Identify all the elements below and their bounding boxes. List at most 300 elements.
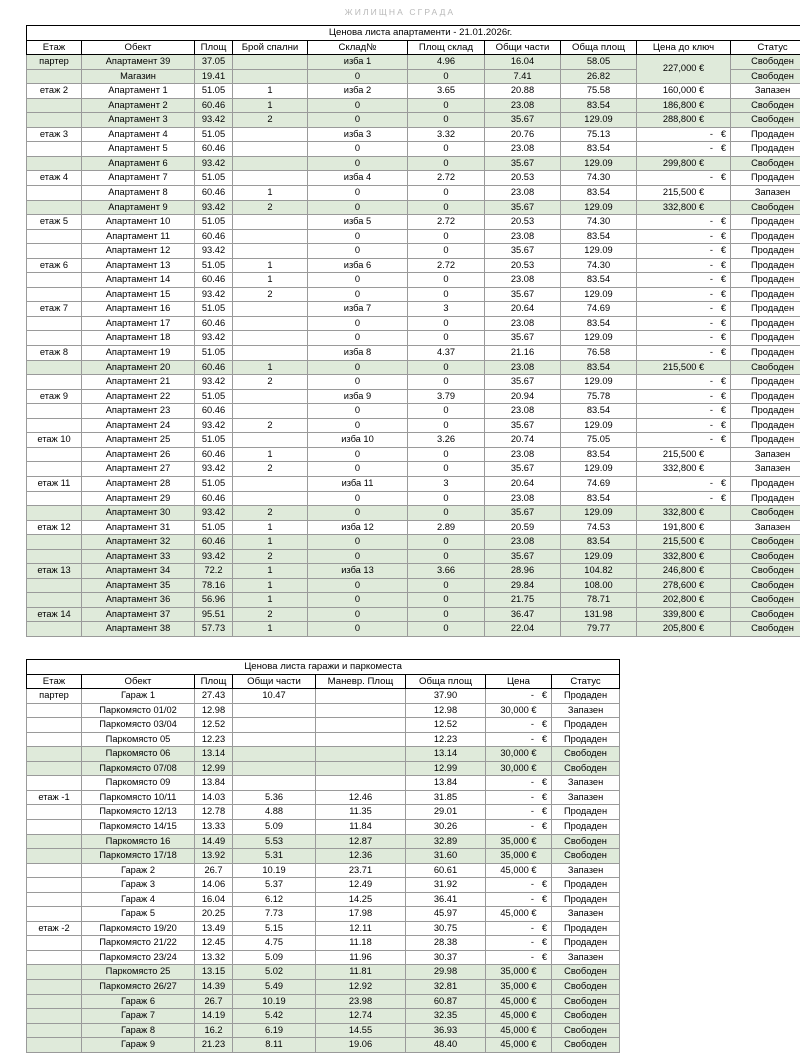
cell-storage-area: 0 (408, 578, 485, 593)
table-row[interactable] (27, 718, 620, 733)
cell-object: Апартамент 5 (82, 142, 195, 157)
table-row[interactable] (27, 229, 800, 244)
table-row[interactable] (27, 127, 800, 142)
table-row[interactable] (27, 462, 800, 477)
cell-object: Апартамент 29 (82, 491, 195, 506)
apartments-table-wrapper (0, 25, 800, 637)
cell-floor (27, 491, 82, 506)
column-header-floor[interactable]: Етаж (27, 40, 82, 55)
cell-common-parts: 8.11 (233, 1038, 316, 1053)
cell-area: 37.05 (195, 55, 233, 70)
garages-table-wrapper (0, 637, 800, 1053)
cell-common-parts: 20.64 (485, 302, 561, 317)
table-row[interactable] (27, 404, 800, 419)
cell-price: 186,800 € (637, 98, 731, 113)
cell-status: Свободен (731, 55, 800, 70)
cell-status: Свободен (731, 607, 800, 622)
cell-total-area: 129.09 (561, 156, 637, 171)
cell-storage-no: изба 6 (308, 258, 408, 273)
cell-area: 95.51 (195, 607, 233, 622)
cell-maneuver-area (316, 703, 406, 718)
cell-floor (27, 732, 82, 747)
cell-bedrooms (233, 389, 308, 404)
table-row[interactable] (27, 186, 800, 201)
cell-common-parts: 20.53 (485, 215, 561, 230)
cell-area: 93.42 (195, 375, 233, 390)
cell-floor (27, 747, 82, 762)
cell-floor (27, 1009, 82, 1024)
cell-area: 51.05 (195, 476, 233, 491)
cell-bedrooms: 1 (233, 564, 308, 579)
table-row[interactable] (27, 476, 800, 491)
table-row[interactable] (27, 819, 620, 834)
cell-price: - € (486, 936, 552, 951)
table-row[interactable] (27, 622, 800, 637)
cell-storage-area: 0 (408, 375, 485, 390)
cell-price: 45,000 € (486, 1038, 552, 1053)
garages-caption-row (27, 659, 620, 674)
cell-storage-area: 0 (408, 244, 485, 259)
table-row[interactable] (27, 389, 800, 404)
cell-storage-no: 0 (308, 418, 408, 433)
cell-price: 35,000 € (486, 849, 552, 864)
table-row[interactable] (27, 375, 800, 390)
apartments-table (26, 25, 800, 637)
apartments-caption: Ценова листа апартаменти - 21.01.2026г. (27, 26, 800, 41)
column-header-object[interactable]: Обект (82, 40, 195, 55)
cell-price: 227,000 € (637, 55, 731, 84)
table-row[interactable] (27, 593, 800, 608)
cell-floor (27, 418, 82, 433)
cell-area: 93.42 (195, 113, 233, 128)
cell-object: Апартамент 38 (82, 622, 195, 637)
cell-area: 60.46 (195, 142, 233, 157)
column-header-storage-no[interactable]: Склад№ (308, 40, 408, 55)
table-row[interactable] (27, 936, 620, 951)
cell-storage-no: изба 2 (308, 84, 408, 99)
cell-status: Запазен (552, 950, 620, 965)
garages-caption: Ценова листа гаражи и паркоместа (27, 659, 620, 674)
table-row[interactable] (27, 747, 620, 762)
cell-total-area: 31.92 (406, 878, 486, 893)
table-row[interactable] (27, 790, 620, 805)
cell-storage-no: 0 (308, 462, 408, 477)
table-row[interactable] (27, 84, 800, 99)
cell-total-area: 75.78 (561, 389, 637, 404)
column-header-maneuver-area[interactable]: Маневр. Площ (316, 674, 406, 689)
cell-floor (27, 834, 82, 849)
table-row[interactable] (27, 113, 800, 128)
cell-object: Апартамент 24 (82, 418, 195, 433)
cell-price: 30,000 € (486, 747, 552, 762)
cell-maneuver-area (316, 718, 406, 733)
cell-floor (27, 549, 82, 564)
cell-area: 60.46 (195, 186, 233, 201)
cell-object: Гараж 8 (82, 1023, 195, 1038)
apartments-caption-row (27, 26, 800, 41)
cell-price: 332,800 € (637, 506, 731, 521)
cell-object: Паркомясто 25 (82, 965, 195, 980)
cell-common-parts: 20.64 (485, 476, 561, 491)
cell-object: Апартамент 14 (82, 273, 195, 288)
table-row[interactable] (27, 302, 800, 317)
cell-price: 191,800 € (637, 520, 731, 535)
cell-floor: етаж 8 (27, 346, 82, 361)
column-header-floor[interactable]: Етаж (27, 674, 82, 689)
cell-floor (27, 273, 82, 288)
cell-total-area: 13.84 (406, 776, 486, 791)
cell-maneuver-area: 19.06 (316, 1038, 406, 1053)
cell-price: - € (637, 287, 731, 302)
table-row[interactable] (27, 535, 800, 550)
cell-object: Апартамент 30 (82, 506, 195, 521)
cell-total-area: 129.09 (561, 200, 637, 215)
cell-price: 35,000 € (486, 980, 552, 995)
cell-floor (27, 316, 82, 331)
table-row[interactable] (27, 156, 800, 171)
cell-floor (27, 360, 82, 375)
table-row[interactable] (27, 549, 800, 564)
cell-common-parts: 35.67 (485, 113, 561, 128)
cell-status: Свободен (731, 535, 800, 550)
cell-maneuver-area: 11.18 (316, 936, 406, 951)
table-row[interactable] (27, 776, 620, 791)
cell-object: Гараж 3 (82, 878, 195, 893)
cell-price: - € (486, 776, 552, 791)
cell-status: Продаден (731, 273, 800, 288)
cell-price: - € (637, 476, 731, 491)
column-header-storage-area[interactable]: Площ склад (408, 40, 485, 55)
cell-storage-area: 0 (408, 506, 485, 521)
table-row[interactable] (27, 834, 620, 849)
cell-total-area: 83.54 (561, 491, 637, 506)
cell-common-parts: 23.08 (485, 360, 561, 375)
cell-total-area: 30.26 (406, 819, 486, 834)
column-header-price[interactable]: Цена до ключ (637, 40, 731, 55)
table-row[interactable] (27, 273, 800, 288)
cell-price: - € (637, 302, 731, 317)
cell-total-area: 12.52 (406, 718, 486, 733)
table-row[interactable] (27, 950, 620, 965)
cell-status: Свободен (552, 1038, 620, 1053)
table-row[interactable] (27, 346, 800, 361)
table-row[interactable] (27, 171, 800, 186)
cell-object: Апартамент 33 (82, 549, 195, 564)
table-row[interactable] (27, 980, 620, 995)
table-row[interactable] (27, 907, 620, 922)
cell-area: 93.42 (195, 462, 233, 477)
cell-floor (27, 578, 82, 593)
table-row[interactable] (27, 703, 620, 718)
cell-status: Продаден (552, 805, 620, 820)
column-header-area[interactable]: Площ (195, 40, 233, 55)
cell-status: Продаден (731, 244, 800, 259)
table-row[interactable] (27, 142, 800, 157)
cell-bedrooms (233, 229, 308, 244)
cell-maneuver-area: 11.35 (316, 805, 406, 820)
table-row[interactable] (27, 520, 800, 535)
column-header-object[interactable]: Обект (82, 674, 195, 689)
cell-floor (27, 535, 82, 550)
cell-common-parts: 23.08 (485, 142, 561, 157)
cell-bedrooms (233, 55, 308, 70)
cell-floor (27, 950, 82, 965)
cell-storage-no: изба 4 (308, 171, 408, 186)
cell-storage-area: 3.66 (408, 564, 485, 579)
cell-status: Свободен (731, 200, 800, 215)
cell-total-area: 28.38 (406, 936, 486, 951)
column-header-common-parts[interactable]: Общи части (485, 40, 561, 55)
cell-storage-area: 0 (408, 186, 485, 201)
cell-price: - € (637, 404, 731, 419)
table-row[interactable] (27, 98, 800, 113)
cell-price: 332,800 € (637, 549, 731, 564)
table-row[interactable] (27, 55, 800, 70)
cell-object: Апартамент 3 (82, 113, 195, 128)
cell-common-parts: 20.88 (485, 84, 561, 99)
cell-common-parts: 23.08 (485, 229, 561, 244)
cell-maneuver-area (316, 761, 406, 776)
cell-bedrooms: 2 (233, 607, 308, 622)
cell-common-parts: 5.49 (233, 980, 316, 995)
apartments-table-body (27, 55, 800, 637)
cell-price: 246,800 € (637, 564, 731, 579)
table-row[interactable] (27, 1009, 620, 1024)
table-row[interactable] (27, 892, 620, 907)
cell-area: 60.46 (195, 316, 233, 331)
cell-object: Паркомясто 16 (82, 834, 195, 849)
column-header-status[interactable]: Статус (731, 40, 800, 55)
cell-maneuver-area: 12.92 (316, 980, 406, 995)
table-row[interactable] (27, 863, 620, 878)
column-header-total-area[interactable]: Обща площ (406, 674, 486, 689)
table-row[interactable] (27, 418, 800, 433)
table-row[interactable] (27, 607, 800, 622)
cell-area: 20.25 (195, 907, 233, 922)
table-row[interactable] (27, 578, 800, 593)
column-header-bedrooms[interactable]: Брой спални (233, 40, 308, 55)
table-row[interactable] (27, 447, 800, 462)
table-row[interactable] (27, 761, 620, 776)
table-row[interactable] (27, 1038, 620, 1053)
cell-common-parts: 4.88 (233, 805, 316, 820)
column-header-common-parts[interactable]: Общи части (233, 674, 316, 689)
cell-price: - € (637, 258, 731, 273)
cell-floor (27, 980, 82, 995)
cell-status: Свободен (552, 834, 620, 849)
cell-floor (27, 849, 82, 864)
cell-total-area: 75.05 (561, 433, 637, 448)
cell-bedrooms: 1 (233, 84, 308, 99)
table-row[interactable] (27, 491, 800, 506)
cell-storage-no: изба 13 (308, 564, 408, 579)
table-row[interactable] (27, 244, 800, 259)
table-row[interactable] (27, 878, 620, 893)
cell-status: Продаден (552, 819, 620, 834)
cell-area: 13.14 (195, 747, 233, 762)
cell-object: Гараж 7 (82, 1009, 195, 1024)
cell-total-area: 58.05 (561, 55, 637, 70)
cell-common-parts: 10.19 (233, 994, 316, 1009)
cell-storage-no: 0 (308, 273, 408, 288)
cell-object: Апартамент 10 (82, 215, 195, 230)
cell-storage-no: 0 (308, 506, 408, 521)
table-row[interactable] (27, 994, 620, 1009)
cell-common-parts: 10.47 (233, 689, 316, 704)
cell-storage-area: 0 (408, 622, 485, 637)
cell-common-parts: 20.53 (485, 171, 561, 186)
cell-area: 19.41 (195, 69, 233, 84)
column-header-status[interactable]: Статус (552, 674, 620, 689)
cell-common-parts: 35.67 (485, 506, 561, 521)
cell-maneuver-area: 11.84 (316, 819, 406, 834)
column-header-area[interactable]: Площ (195, 674, 233, 689)
table-row[interactable] (27, 215, 800, 230)
cell-area: 56.96 (195, 593, 233, 608)
cell-storage-area: 2.72 (408, 258, 485, 273)
cell-status: Продаден (552, 732, 620, 747)
cell-object: Магазин (82, 69, 195, 84)
cell-common-parts: 36.47 (485, 607, 561, 622)
cell-total-area: 129.09 (561, 113, 637, 128)
cell-common-parts: 4.75 (233, 936, 316, 951)
cell-status: Продаден (731, 418, 800, 433)
cell-total-area: 75.58 (561, 84, 637, 99)
cell-bedrooms: 2 (233, 549, 308, 564)
cell-common-parts: 23.08 (485, 316, 561, 331)
cell-total-area: 60.61 (406, 863, 486, 878)
cell-price: - € (486, 790, 552, 805)
cell-object: Паркомясто 12/13 (82, 805, 195, 820)
cell-common-parts (233, 747, 316, 762)
cell-total-area: 83.54 (561, 229, 637, 244)
cell-common-parts: 5.36 (233, 790, 316, 805)
table-row[interactable] (27, 331, 800, 346)
cell-total-area: 74.69 (561, 302, 637, 317)
cell-price: - € (486, 805, 552, 820)
cell-storage-no: изба 7 (308, 302, 408, 317)
cell-storage-no: изба 9 (308, 389, 408, 404)
cell-common-parts: 6.12 (233, 892, 316, 907)
cell-storage-area: 0 (408, 535, 485, 550)
cell-storage-no: 0 (308, 156, 408, 171)
cell-price: 45,000 € (486, 907, 552, 922)
table-row[interactable] (27, 805, 620, 820)
table-row[interactable] (27, 360, 800, 375)
cell-storage-area: 0 (408, 316, 485, 331)
table-row[interactable] (27, 732, 620, 747)
cell-storage-no: изба 10 (308, 433, 408, 448)
column-header-total-area[interactable]: Обща площ (561, 40, 637, 55)
cell-total-area: 104.82 (561, 564, 637, 579)
cell-object: Апартамент 37 (82, 607, 195, 622)
table-row[interactable] (27, 287, 800, 302)
cell-total-area: 32.35 (406, 1009, 486, 1024)
table-row[interactable] (27, 506, 800, 521)
cell-area: 93.42 (195, 156, 233, 171)
cell-total-area: 83.54 (561, 360, 637, 375)
cell-area: 72.2 (195, 564, 233, 579)
cell-total-area: 79.77 (561, 622, 637, 637)
cell-object: Апартамент 18 (82, 331, 195, 346)
cell-total-area: 83.54 (561, 404, 637, 419)
cell-status: Запазен (552, 863, 620, 878)
cell-floor (27, 156, 82, 171)
garages-table-body (27, 689, 620, 1053)
cell-common-parts: 20.53 (485, 258, 561, 273)
table-row[interactable] (27, 1023, 620, 1038)
cell-bedrooms: 2 (233, 287, 308, 302)
cell-status: Продаден (731, 215, 800, 230)
table-row[interactable] (27, 200, 800, 215)
cell-price: - € (637, 346, 731, 361)
cell-status: Продаден (731, 316, 800, 331)
table-row[interactable] (27, 258, 800, 273)
cell-maneuver-area: 11.96 (316, 950, 406, 965)
cell-status: Запазен (731, 84, 800, 99)
cell-status: Запазен (552, 790, 620, 805)
cell-total-area: 32.81 (406, 980, 486, 995)
cell-total-area: 131.98 (561, 607, 637, 622)
cell-area: 60.46 (195, 273, 233, 288)
cell-total-area: 83.54 (561, 273, 637, 288)
cell-area: 60.46 (195, 98, 233, 113)
cell-area: 12.23 (195, 732, 233, 747)
cell-common-parts: 20.94 (485, 389, 561, 404)
table-row[interactable] (27, 316, 800, 331)
table-row[interactable] (27, 564, 800, 579)
cell-area: 13.33 (195, 819, 233, 834)
cell-floor (27, 462, 82, 477)
cell-floor (27, 186, 82, 201)
cell-price: 215,500 € (637, 186, 731, 201)
cell-storage-area: 0 (408, 273, 485, 288)
cell-bedrooms (233, 127, 308, 142)
cell-area: 14.19 (195, 1009, 233, 1024)
cell-price: - € (637, 331, 731, 346)
cell-area: 60.46 (195, 229, 233, 244)
cell-object: Гараж 1 (82, 689, 195, 704)
table-row[interactable] (27, 433, 800, 448)
cell-common-parts (233, 776, 316, 791)
cell-bedrooms: 1 (233, 360, 308, 375)
cell-status: Свободен (731, 156, 800, 171)
cell-status: Свободен (731, 549, 800, 564)
cell-status: Свободен (731, 360, 800, 375)
cell-object: Апартамент 25 (82, 433, 195, 448)
cell-storage-no: 0 (308, 142, 408, 157)
cell-status: Продаден (731, 433, 800, 448)
cell-floor (27, 1023, 82, 1038)
cell-total-area: 74.30 (561, 258, 637, 273)
cell-object: Апартамент 8 (82, 186, 195, 201)
cell-area: 60.46 (195, 535, 233, 550)
cell-object: Паркомясто 09 (82, 776, 195, 791)
cell-maneuver-area: 11.81 (316, 965, 406, 980)
cell-area: 51.05 (195, 302, 233, 317)
column-header-price[interactable]: Цена (486, 674, 552, 689)
table-row[interactable] (27, 849, 620, 864)
cell-floor (27, 718, 82, 733)
table-row[interactable] (27, 689, 620, 704)
cell-storage-area: 0 (408, 607, 485, 622)
table-row[interactable] (27, 965, 620, 980)
cell-floor (27, 622, 82, 637)
table-row[interactable] (27, 921, 620, 936)
cell-status: Свободен (552, 747, 620, 762)
cell-storage-no: изба 3 (308, 127, 408, 142)
cell-total-area: 74.30 (561, 215, 637, 230)
